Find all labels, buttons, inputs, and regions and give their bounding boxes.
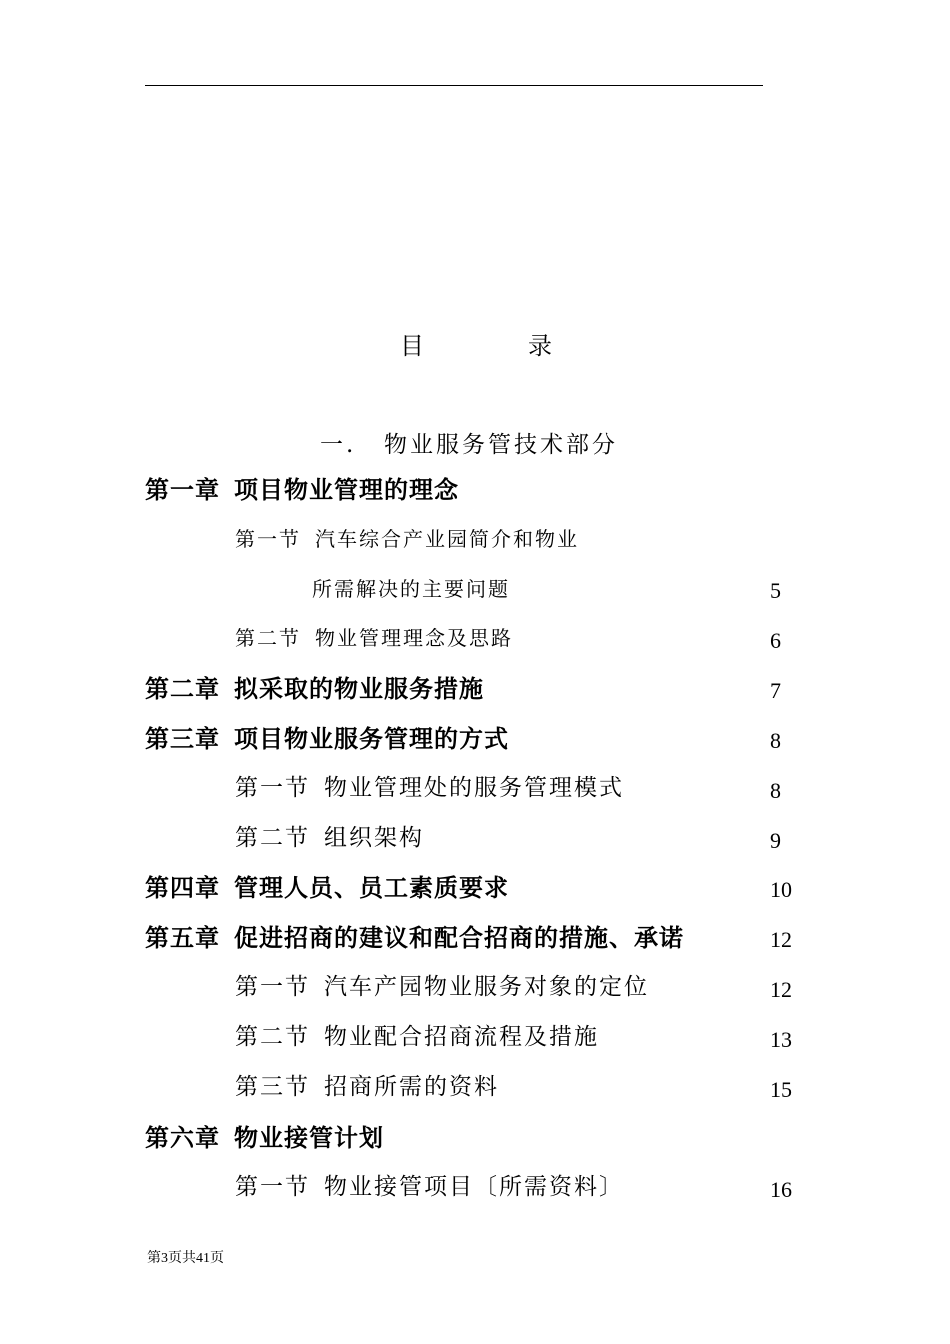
chapter-title: 项目物业管理的理念 [234,476,459,504]
toc-section-6-1[interactable] [235,1176,624,1199]
section-label: 第二节 [235,1024,310,1050]
toc-section-3-1[interactable] [235,777,624,800]
section-title-continued: 所需解决的主要问题 [312,577,510,601]
page-number-ch4: 10 [770,877,792,902]
toc-title-part-1: 目 [400,332,424,360]
toc-chapter-1[interactable] [145,478,459,502]
section-title: 物业管理理念及思路 [315,626,513,650]
toc-section-1-1[interactable] [235,529,579,549]
header-rule [145,85,763,86]
page-number-5-3: 15 [770,1077,792,1102]
page-number-ch2: 7 [770,678,781,703]
section-label: 第一节 [235,775,310,801]
page-number-ch3: 8 [770,728,781,753]
page-number-3-2: 9 [770,828,781,853]
section-title: 物业管理处的服务管理模式 [324,775,624,801]
chapter-title: 管理人员、员工素质要求 [234,874,509,902]
section-label: 第一节 [235,974,310,1000]
toc-section-5-1[interactable] [235,976,649,999]
part-title: 物业服务管技术部分 [384,432,618,458]
chapter-title: 项目物业服务管理的方式 [234,725,509,753]
section-label: 第一节 [235,527,301,551]
toc-section-3-2[interactable] [235,827,424,850]
section-title: 组织架构 [324,825,424,851]
chapter-title: 物业接管计划 [234,1124,384,1152]
toc-chapter-2[interactable] [145,677,484,701]
page-number-5-1: 12 [770,977,792,1002]
chapter-label: 第三章 [145,725,220,753]
section-label: 第一节 [235,1174,310,1200]
page-number-5-2: 13 [770,1027,792,1052]
page-number-6-1: 16 [770,1177,792,1202]
page-number-ch5: 12 [770,927,792,952]
part-heading [320,426,618,459]
chapter-label: 第六章 [145,1124,220,1152]
section-label: 第二节 [235,825,310,851]
toc-chapter-6[interactable] [145,1126,384,1150]
section-title: 招商所需的资料 [324,1074,499,1100]
chapter-label: 第四章 [145,874,220,902]
section-title: 汽车综合产业园简介和物业 [315,527,579,551]
toc-section-1-1-continued [312,579,510,599]
toc-section-1-2[interactable] [235,628,513,648]
section-title: 汽车产园物业服务对象的定位 [324,974,649,1000]
toc-chapter-5[interactable] [145,926,684,950]
page-number-1-1: 5 [770,578,781,603]
toc-chapter-3[interactable] [145,727,509,751]
section-title: 物业接管项目〔所需资料〕 [324,1174,624,1200]
chapter-title: 拟采取的物业服务措施 [234,675,484,703]
chapter-label: 第二章 [145,675,220,703]
toc-chapter-4[interactable] [145,876,509,900]
page-number-3-1: 8 [770,778,781,803]
page-number-1-2: 6 [770,628,781,653]
toc-title-part-2: 录 [528,332,552,360]
page-footer: 第3页共41页 [147,1251,224,1266]
section-label: 第三节 [235,1074,310,1100]
chapter-title: 促进招商的建议和配合招商的措施、承诺 [234,924,684,952]
toc-section-5-2[interactable] [235,1026,599,1049]
toc-section-5-3[interactable] [235,1076,499,1099]
chapter-label: 第五章 [145,924,220,952]
section-title: 物业配合招商流程及措施 [324,1024,599,1050]
chapter-label: 第一章 [145,476,220,504]
part-number: 一. [320,432,357,458]
section-label: 第二节 [235,626,301,650]
